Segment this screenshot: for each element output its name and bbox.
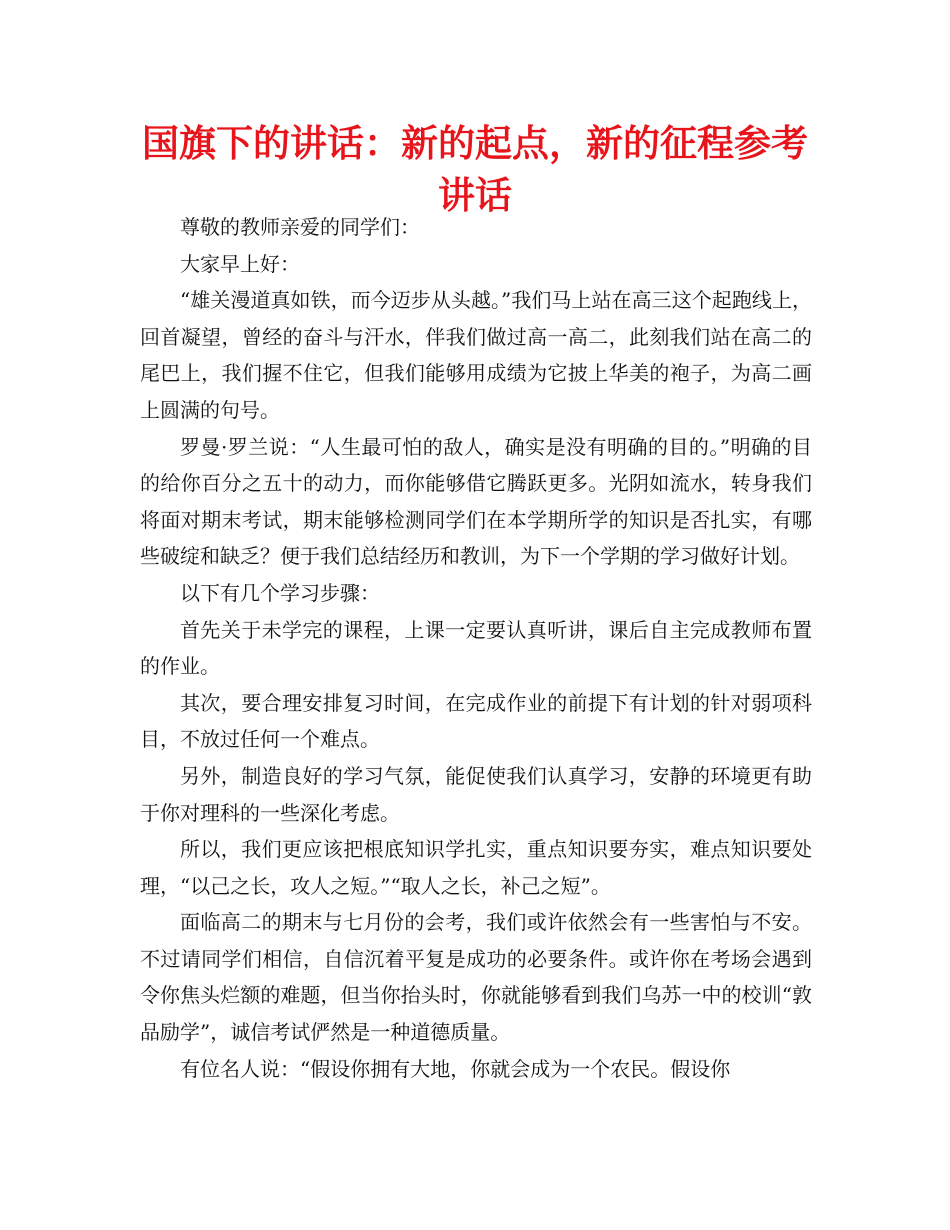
page-title: 国旗下的讲话：新的起点，新的征程参考讲话 (142, 122, 808, 217)
paragraph: 罗曼·罗兰说：“人生最可怕的敌人，确实是没有明确的目的。”明确的目的给你百分之五十的动力，而你能够借它腾跃更多。光阴如流水，转身我们将面对期末考试，期末能够检测同学们在本学期所学的知识是否扎实，有哪些破绽和缺乏？便于我们总结经历和教训，为下一个学期的学习做好计划。 (140, 434, 812, 569)
paragraph-greeting: 大家早上好： (180, 251, 300, 276)
paragraph: 面临高二的期末与七月份的会考，我们或许依然会有一些害怕与不安。不过请同学们相信，自信沉着平复是成功的必要条件。或许你在考场会遇到令你焦头烂额的难题，但当你抬头时，你就能够看到我们乌苏一中的校训“敦品励学”，诚信考试俨然是一种道德质量。 (140, 910, 812, 1045)
paragraph: 其次，要合理安排复习时间，在完成作业的前提下有计划的针对弱项科目，不放过任何一个难点。 (140, 690, 812, 752)
paragraph: 所以，我们更应该把根底知识学扎实，重点知识要夯实，难点知识要处理，“以己之长，攻人之短。”“取人之长，补己之短”。 (140, 837, 812, 898)
paragraph: 首先关于未学完的课程，上课一定要认真听讲，课后自主完成教师布置的作业。 (140, 617, 812, 679)
paragraph-salutation: 尊敬的教师亲爱的同学们： (180, 215, 420, 239)
document-body (140, 209, 812, 1087)
paragraph: 有位名人说：“假设你拥有大地，你就会成为一个农民。假设你 (180, 1056, 731, 1081)
paragraph: “雄关漫道真如铁，而今迈步从头越。”我们马上站在高三这个起跑线上，回首凝望，曾经的奋斗与汗水，伴我们做过高一高二，此刻我们站在高二的尾巴上，我们握不住它，但我们能够用成绩为它披上华美的袍子，为高二画上圆满的句号。 (140, 288, 812, 422)
paragraph: 以下有几个学习步骤： (180, 580, 380, 605)
paragraph: 另外，制造良好的学习气氛，能促使我们认真学习，安静的环境更有助于你对理科的一些深化考虑。 (140, 763, 812, 825)
